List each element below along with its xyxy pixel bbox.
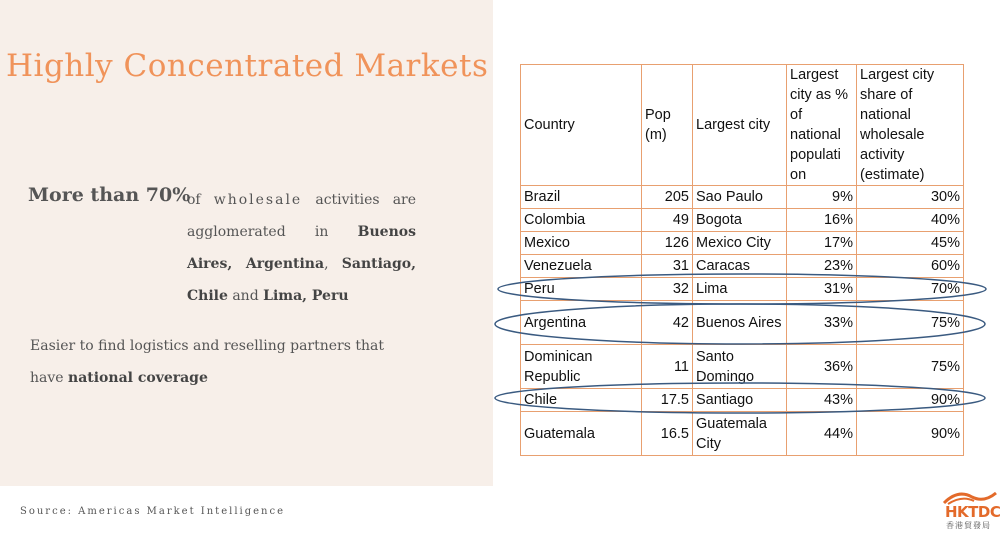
pop-cell: 205 bbox=[642, 186, 693, 209]
city-cell: Lima bbox=[693, 278, 787, 301]
stat-of: of bbox=[187, 192, 201, 208]
share-cell: 90% bbox=[857, 389, 964, 412]
slide-title: Highly Concentrated Markets bbox=[6, 48, 489, 84]
hktdc-logo bbox=[942, 487, 998, 529]
logo-text: HKTDC bbox=[945, 503, 1000, 521]
pop-cell: 11 bbox=[642, 345, 693, 389]
table-header-row bbox=[521, 65, 964, 186]
stat-lima: Lima, Peru bbox=[263, 288, 349, 304]
logo-subtitle: 香港貿發局 bbox=[946, 521, 991, 530]
table-row bbox=[521, 186, 964, 209]
country-cell: Colombia bbox=[521, 209, 642, 232]
country-cell: Venezuela bbox=[521, 255, 642, 278]
source-note: Source: Americas Market Intelligence bbox=[20, 506, 285, 517]
partners-text bbox=[30, 330, 390, 394]
pop-cell: 16.5 bbox=[642, 412, 693, 456]
city-cell: Bogota bbox=[693, 209, 787, 232]
share-cell: 40% bbox=[857, 209, 964, 232]
table-row bbox=[521, 389, 964, 412]
pct-pop-cell: 36% bbox=[787, 345, 857, 389]
share-cell: 90% bbox=[857, 412, 964, 456]
pop-cell: 42 bbox=[642, 301, 693, 345]
stat-comma: , bbox=[324, 256, 329, 272]
table-row bbox=[521, 278, 964, 301]
country-cell: Chile bbox=[521, 389, 642, 412]
pct-pop-cell: 44% bbox=[787, 412, 857, 456]
pct-pop-cell: 23% bbox=[787, 255, 857, 278]
stat-wholesale: wholesale bbox=[213, 192, 303, 208]
city-cell: Caracas bbox=[693, 255, 787, 278]
header-city-pct-pop: Largest city as % of national populati on bbox=[787, 65, 857, 186]
country-cell: Mexico bbox=[521, 232, 642, 255]
table-row bbox=[521, 345, 964, 389]
header-city-share-wholesale: Largest city share of national wholesale activity (estimate) bbox=[857, 65, 964, 186]
pct-pop-cell: 43% bbox=[787, 389, 857, 412]
country-cell: Dominican Republic bbox=[521, 345, 642, 389]
stat-description bbox=[187, 184, 416, 312]
partners-bold: national coverage bbox=[68, 370, 208, 386]
pop-cell: 31 bbox=[642, 255, 693, 278]
city-cell: Sao Paulo bbox=[693, 186, 787, 209]
pop-cell: 49 bbox=[642, 209, 693, 232]
share-cell: 75% bbox=[857, 345, 964, 389]
market-table bbox=[520, 64, 964, 456]
header-largest-city: Largest city bbox=[693, 65, 787, 186]
table-row bbox=[521, 255, 964, 278]
stat-and: and bbox=[232, 288, 259, 304]
pct-pop-cell: 31% bbox=[787, 278, 857, 301]
pop-cell: 126 bbox=[642, 232, 693, 255]
pct-pop-cell: 16% bbox=[787, 209, 857, 232]
stat-santiago: Santiago, Chile bbox=[187, 256, 416, 304]
table-row bbox=[521, 412, 964, 456]
city-cell: Guatemala City bbox=[693, 412, 787, 456]
city-cell: Mexico City bbox=[693, 232, 787, 255]
share-cell: 30% bbox=[857, 186, 964, 209]
city-cell: Buenos Aires bbox=[693, 301, 787, 345]
table-row bbox=[521, 301, 964, 345]
city-cell: Santo Domingo bbox=[693, 345, 787, 389]
header-country: Country bbox=[521, 65, 642, 186]
city-cell: Santiago bbox=[693, 389, 787, 412]
country-cell: Peru bbox=[521, 278, 642, 301]
header-pop: Pop (m) bbox=[642, 65, 693, 186]
table-row bbox=[521, 232, 964, 255]
country-cell: Brazil bbox=[521, 186, 642, 209]
partners-body: Easier to find logistics and reselling partners that have bbox=[30, 338, 384, 386]
share-cell: 45% bbox=[857, 232, 964, 255]
pct-pop-cell: 9% bbox=[787, 186, 857, 209]
pct-pop-cell: 33% bbox=[787, 301, 857, 345]
pct-pop-cell: 17% bbox=[787, 232, 857, 255]
stat-activities: activities are agglomerated in bbox=[187, 192, 417, 240]
pop-cell: 32 bbox=[642, 278, 693, 301]
pop-cell: 17.5 bbox=[642, 389, 693, 412]
stat-buenos-aires: Buenos Aires, Argentina bbox=[187, 224, 416, 272]
share-cell: 60% bbox=[857, 255, 964, 278]
left-panel bbox=[0, 0, 493, 486]
stat-lead: More than 70% bbox=[28, 184, 191, 206]
share-cell: 75% bbox=[857, 301, 964, 345]
table-row bbox=[521, 209, 964, 232]
country-cell: Argentina bbox=[521, 301, 642, 345]
country-cell: Guatemala bbox=[521, 412, 642, 456]
share-cell: 70% bbox=[857, 278, 964, 301]
